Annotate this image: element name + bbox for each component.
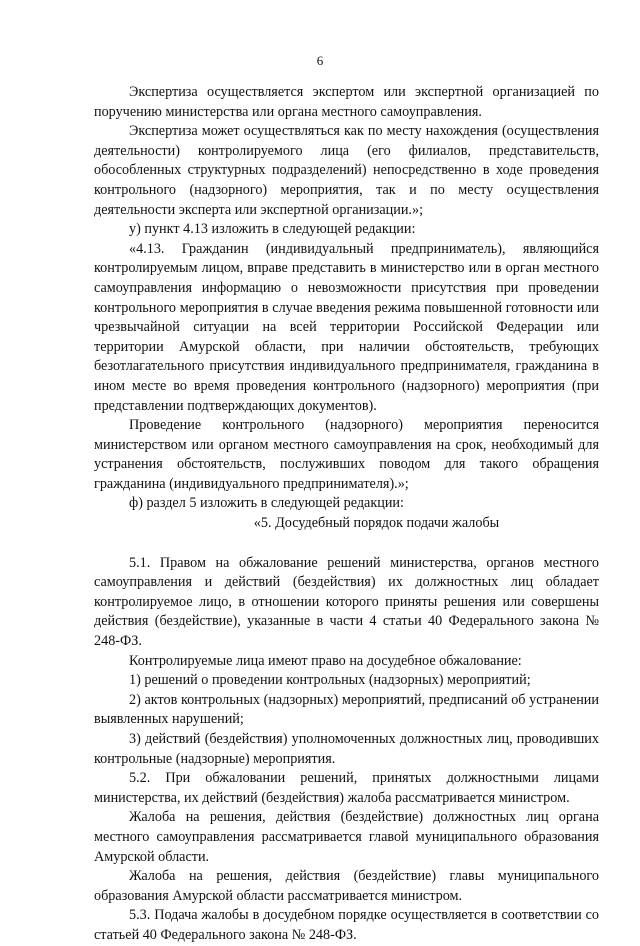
paragraph: Проведение контрольного (надзорного) мероприятия переносится министерством или органом местного самоуправления на срок, необходимый для устранения обстоятельств, послуживших поводом для такого обращения гражданина (индивидуального предпринимателя).»; <box>94 417 599 492</box>
section-heading: «5. Досудебный порядок подачи жалобы <box>253 515 500 532</box>
paragraph: Жалоба на решения, действия (бездействие) должностных лиц органа местного самоуправления рассматривается главой муниципального образования Амурской области. <box>94 809 599 865</box>
paragraph: Жалоба на решения, действия (бездействие) главы муниципального образования Амурской области рассматривается министром. <box>94 868 599 904</box>
spacer <box>94 534 599 554</box>
paragraph: 2) актов контрольных (надзорных) мероприятий, предписаний об устранении выявленных нарушений; <box>94 691 599 728</box>
paragraph: «4.13. Гражданин (индивидуальный предприниматель), являющийся контролируемым лицом, вправе представить в министерство или в орган местного самоуправления информацию о невозможности присутствия при проведении контрольного мероприятия в случае введения режима повышенной готовности или чрезвычайной ситуации на всей территории Российской Федерации или территории Амурской области, при наличии обстоятельств, требующих безотлагательного присутствия индивидуального предпринимателя, гражданина в ином месте во время проведения контрольного (надзорного) мероприятия (при представлении подтверждающих документов). <box>94 240 599 414</box>
page-number: 6 <box>316 53 324 68</box>
paragraph: Экспертиза осуществляется экспертом или экспертной организацией по поручению министерства или органа местного самоуправления. <box>94 84 599 120</box>
paragraph: Экспертиза может осуществляться как по месту нахождения (осуществления деятельности) контролируемого лица (его филиалов, представительств, обособленных структурных подразделений) непосредственно в ходе проведения контрольного (надзорного) мероприятия, так и по месту осуществления деятельности эксперта или экспертной организации.»; <box>94 123 599 218</box>
paragraph: 1) решений о проведении контрольных (надзорных) мероприятий; <box>129 672 531 689</box>
paragraph: 5.2. При обжаловании решений, принятых должностными лицами министерства, их действий (бездействия) жалоба рассматривается министром. <box>94 770 599 806</box>
paragraph: у) пункт 4.13 изложить в следующей редакции: <box>129 221 416 238</box>
paragraph: ф) раздел 5 изложить в следующей редакции: <box>129 495 404 512</box>
paragraph: Контролируемые лица имеют право на досудебное обжалование: <box>129 652 522 669</box>
paragraph: 5.1. Правом на обжалование решений министерства, органов местного самоуправления и действий (бездействия) их должностных лиц обладает контролируемое лицо, в отношении которого приняты решения или совершены действия (бездействие), указанные в части 4 статьи 40 Федерального закона № 248-ФЗ. <box>94 554 599 650</box>
document-body <box>94 83 599 946</box>
paragraph: 3) действий (бездействия) уполномоченных должностных лиц, проводивших контрольные (надзорные) мероприятия. <box>94 731 599 767</box>
paragraph: 5.3. Подача жалобы в досудебном порядке осуществляется в соответствии со статьей 40 Федерального закона № 248-ФЗ. <box>94 907 599 943</box>
